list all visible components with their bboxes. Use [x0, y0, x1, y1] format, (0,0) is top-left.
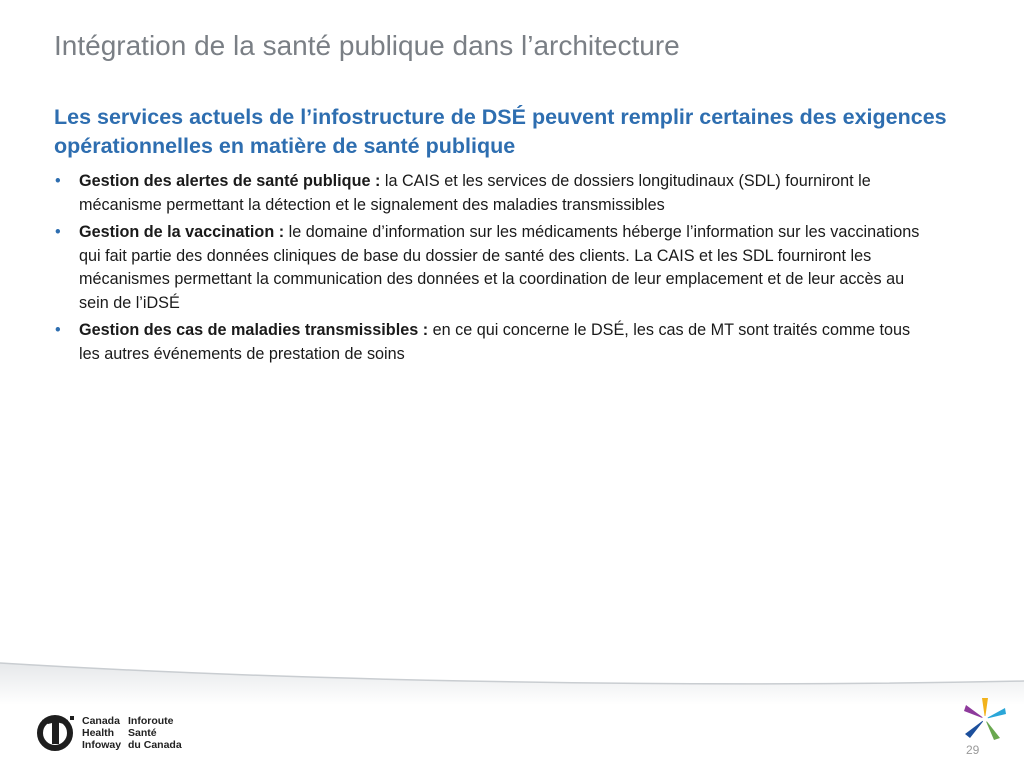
bullet-text: la CAIS et les services de dossiers longitudinaux (SDL) fourniront le mécanisme permettant la détection et le signalement des maladies transmissibles [79, 172, 871, 214]
logo-line: Infoway [82, 739, 122, 751]
logo-line: Canada [82, 715, 120, 727]
bullet-lead: Gestion de la vaccination : [79, 223, 285, 241]
bullet-item [54, 170, 934, 217]
logo-line: Inforoute [128, 715, 174, 727]
bullet-text: en ce qui concerne le DSÉ, les cas de MT sont traités comme tous les autres événements de prestation de soins [79, 321, 911, 363]
slide-title: Intégration de la santé publique dans l’architecture [54, 30, 680, 61]
bullet-lead: Gestion des cas de maladies transmissibles : [79, 321, 429, 339]
logo-text-french [128, 715, 182, 751]
logo-line: Health [82, 727, 115, 739]
bullet-lead: Gestion des alertes de santé publique : [79, 172, 381, 190]
bullet-item [54, 319, 934, 366]
logo-text-english [82, 715, 121, 751]
logo-line: Santé [128, 727, 157, 739]
bullet-text: le domaine d’information sur les médicaments héberge l’information sur les vaccinations qui fait partie des données cliniques de base du dossier de santé des clients. La CAIS et les SDL fourniront les mécanismes permettant la communication des données et la coordination de leur emplacement et de leur accès au sein de l’iDSÉ [79, 223, 920, 312]
bullet-item [54, 221, 934, 315]
star-logo-icon [960, 694, 1010, 744]
page-number: 29 [966, 743, 980, 757]
bullet-dot-icon: • [55, 172, 61, 190]
bullet-dot-icon: • [55, 223, 61, 241]
slide-subtitle: Les services actuels de l’infostructure de DSÉ peuvent remplir certaines des exigences opérationnelles en matière de santé publique [54, 105, 947, 158]
bullet-list [54, 170, 934, 370]
footer-swoosh [0, 655, 1024, 705]
bullet-dot-icon: • [55, 321, 61, 339]
logo-line: du Canada [128, 739, 182, 751]
